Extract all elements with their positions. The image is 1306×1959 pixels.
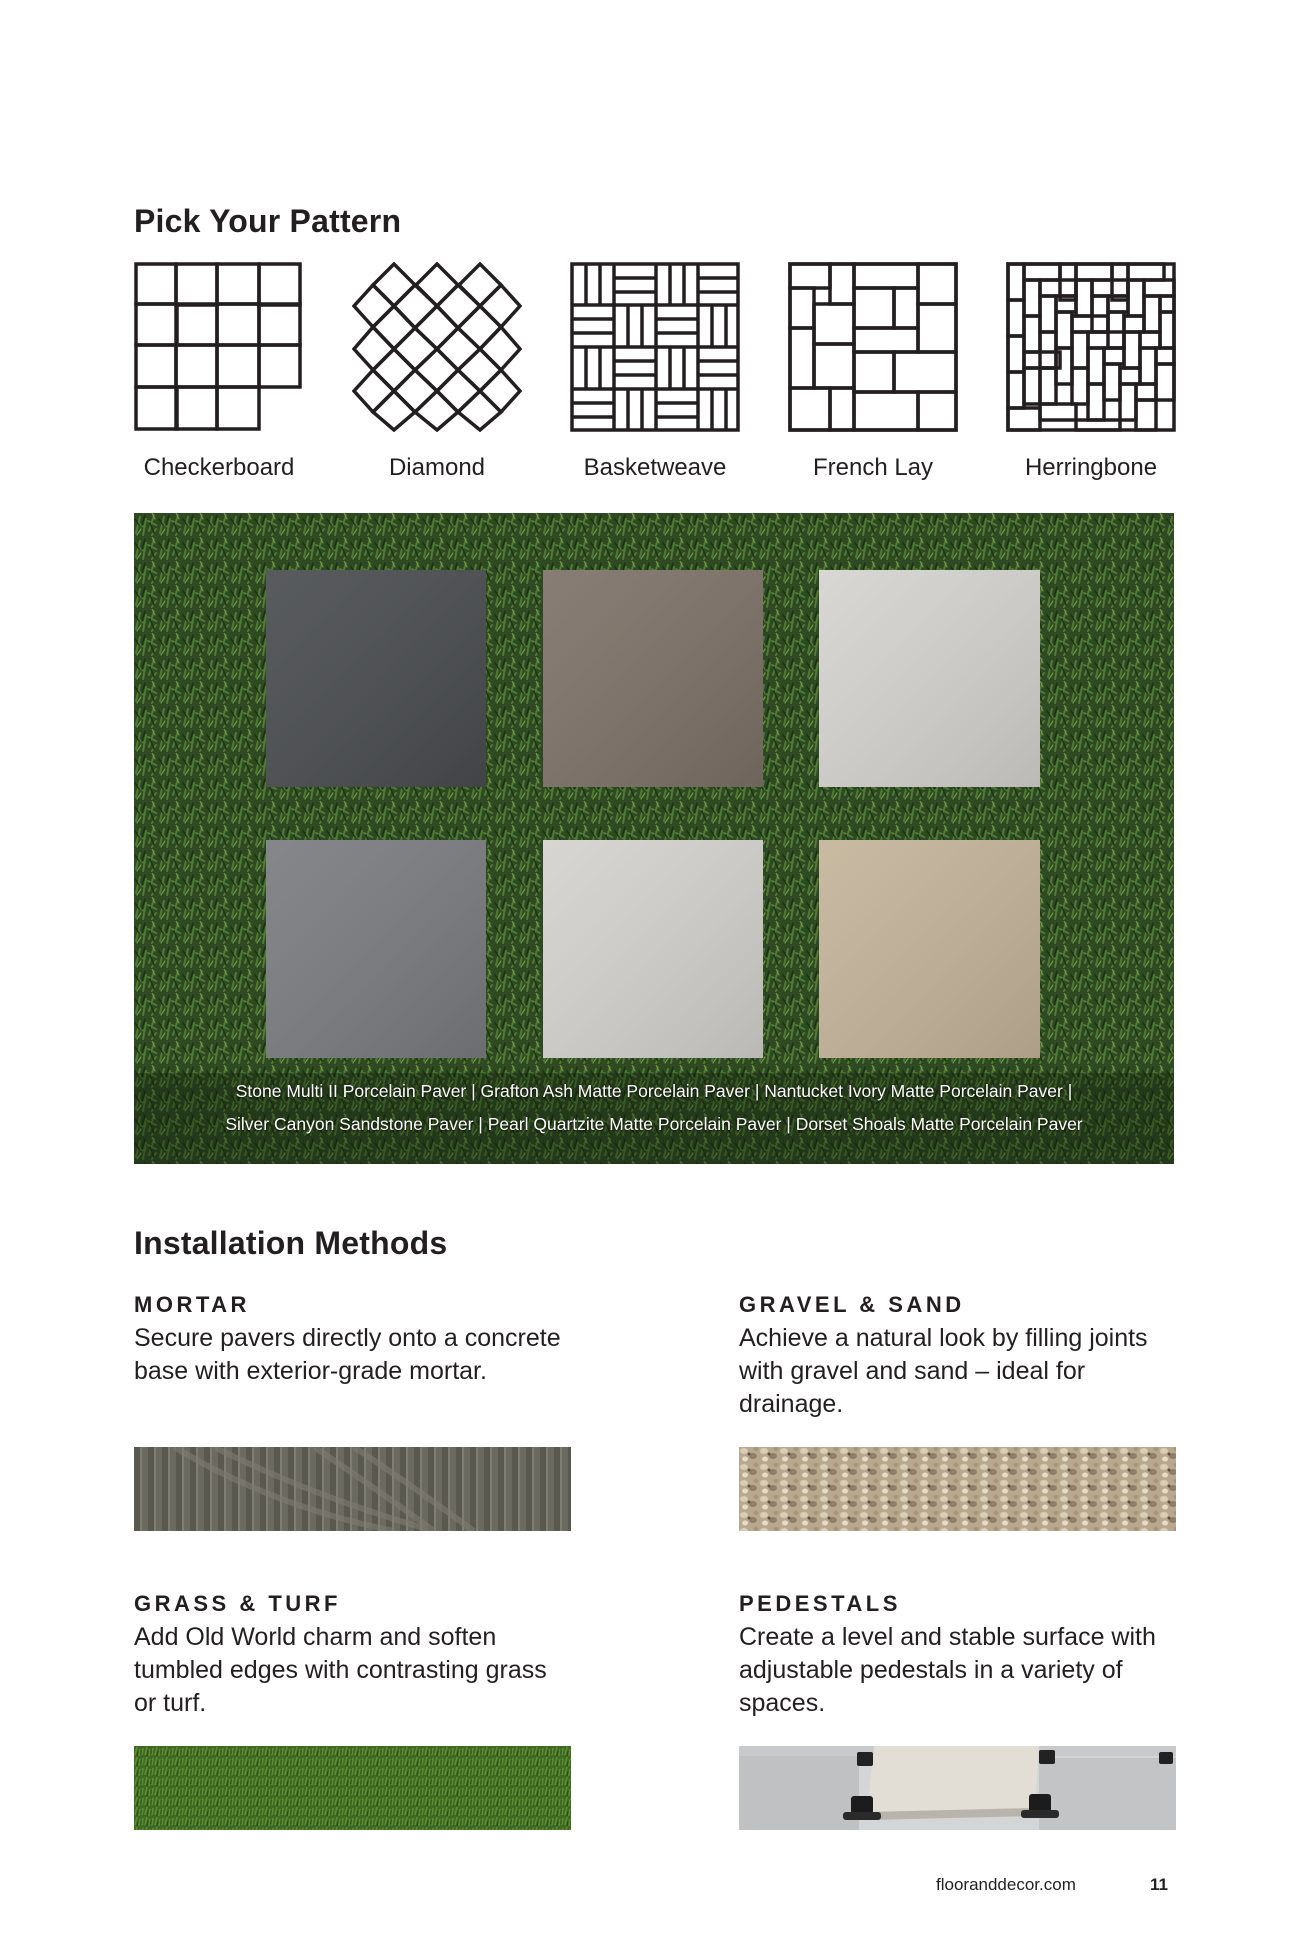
method-title-grass-turf: GRASS & TURF [134,1591,341,1616]
herringbone-pattern-icon [1006,262,1176,432]
method-title-gravel-sand: GRAVEL & SAND [739,1292,965,1317]
pattern-label-diamond: Diamond [388,454,486,481]
diamond-pattern-icon [352,262,522,432]
method-title-pedestals: PEDESTALS [739,1591,901,1616]
paver-samples-photo [134,513,1174,1164]
pedestals-photo [739,1746,1176,1830]
patterns-heading: Pick Your Pattern [134,203,402,239]
checkerboard-pattern-icon [134,262,304,432]
turf-photo [134,1746,571,1830]
method-title-mortar: MORTAR [134,1292,250,1317]
gravel-photo [739,1447,1176,1531]
pattern-label-herringbone: Herringbone [1024,454,1158,481]
method-desc-gravel-sand: Achieve a natural look by filling joints with gravel and sand – ideal for drainage. [739,1324,1148,1418]
paver-nantucket-ivory [819,570,1040,787]
paver-grafton-ash [543,570,763,787]
pattern-label-basketweave: Basketweave [583,454,727,481]
method-desc-pedestals: Create a level and stable surface with adjustable pedestals in a variety of spaces. [739,1623,1156,1717]
paver-silver-canyon [266,840,486,1058]
french-lay-pattern-icon [788,262,958,432]
footer-url[interactable]: flooranddecor.com [936,1875,1076,1894]
pattern-label-checkerboard: Checkerboard [143,454,295,481]
pattern-label-french-lay: French Lay [812,454,934,481]
page-number: 11 [1150,1875,1168,1894]
paver-caption-line-1: Stone Multi II Porcelain Paver | Grafton Ash Matte Porcelain Paver | Nantucket Ivory Matte Porcelain Paver | [235,1081,1073,1101]
method-desc-mortar: Secure pavers directly onto a concrete base with exterior-grade mortar. [134,1324,561,1385]
paver-pearl-quartzite [543,840,763,1058]
paver-stone-multi [266,570,486,787]
installation-heading: Installation Methods [134,1225,448,1261]
paver-caption-line-2: Silver Canyon Sandstone Paver | Pearl Quartzite Matte Porcelain Paver | Dorset Shoals Matte Porcelain Paver [225,1114,1083,1134]
paver-dorset-shoals [819,840,1040,1058]
mortar-photo [134,1447,571,1531]
basketweave-pattern-icon [570,262,740,432]
method-desc-grass-turf: Add Old World charm and soften tumbled edges with contrasting grass or turf. [134,1623,547,1717]
